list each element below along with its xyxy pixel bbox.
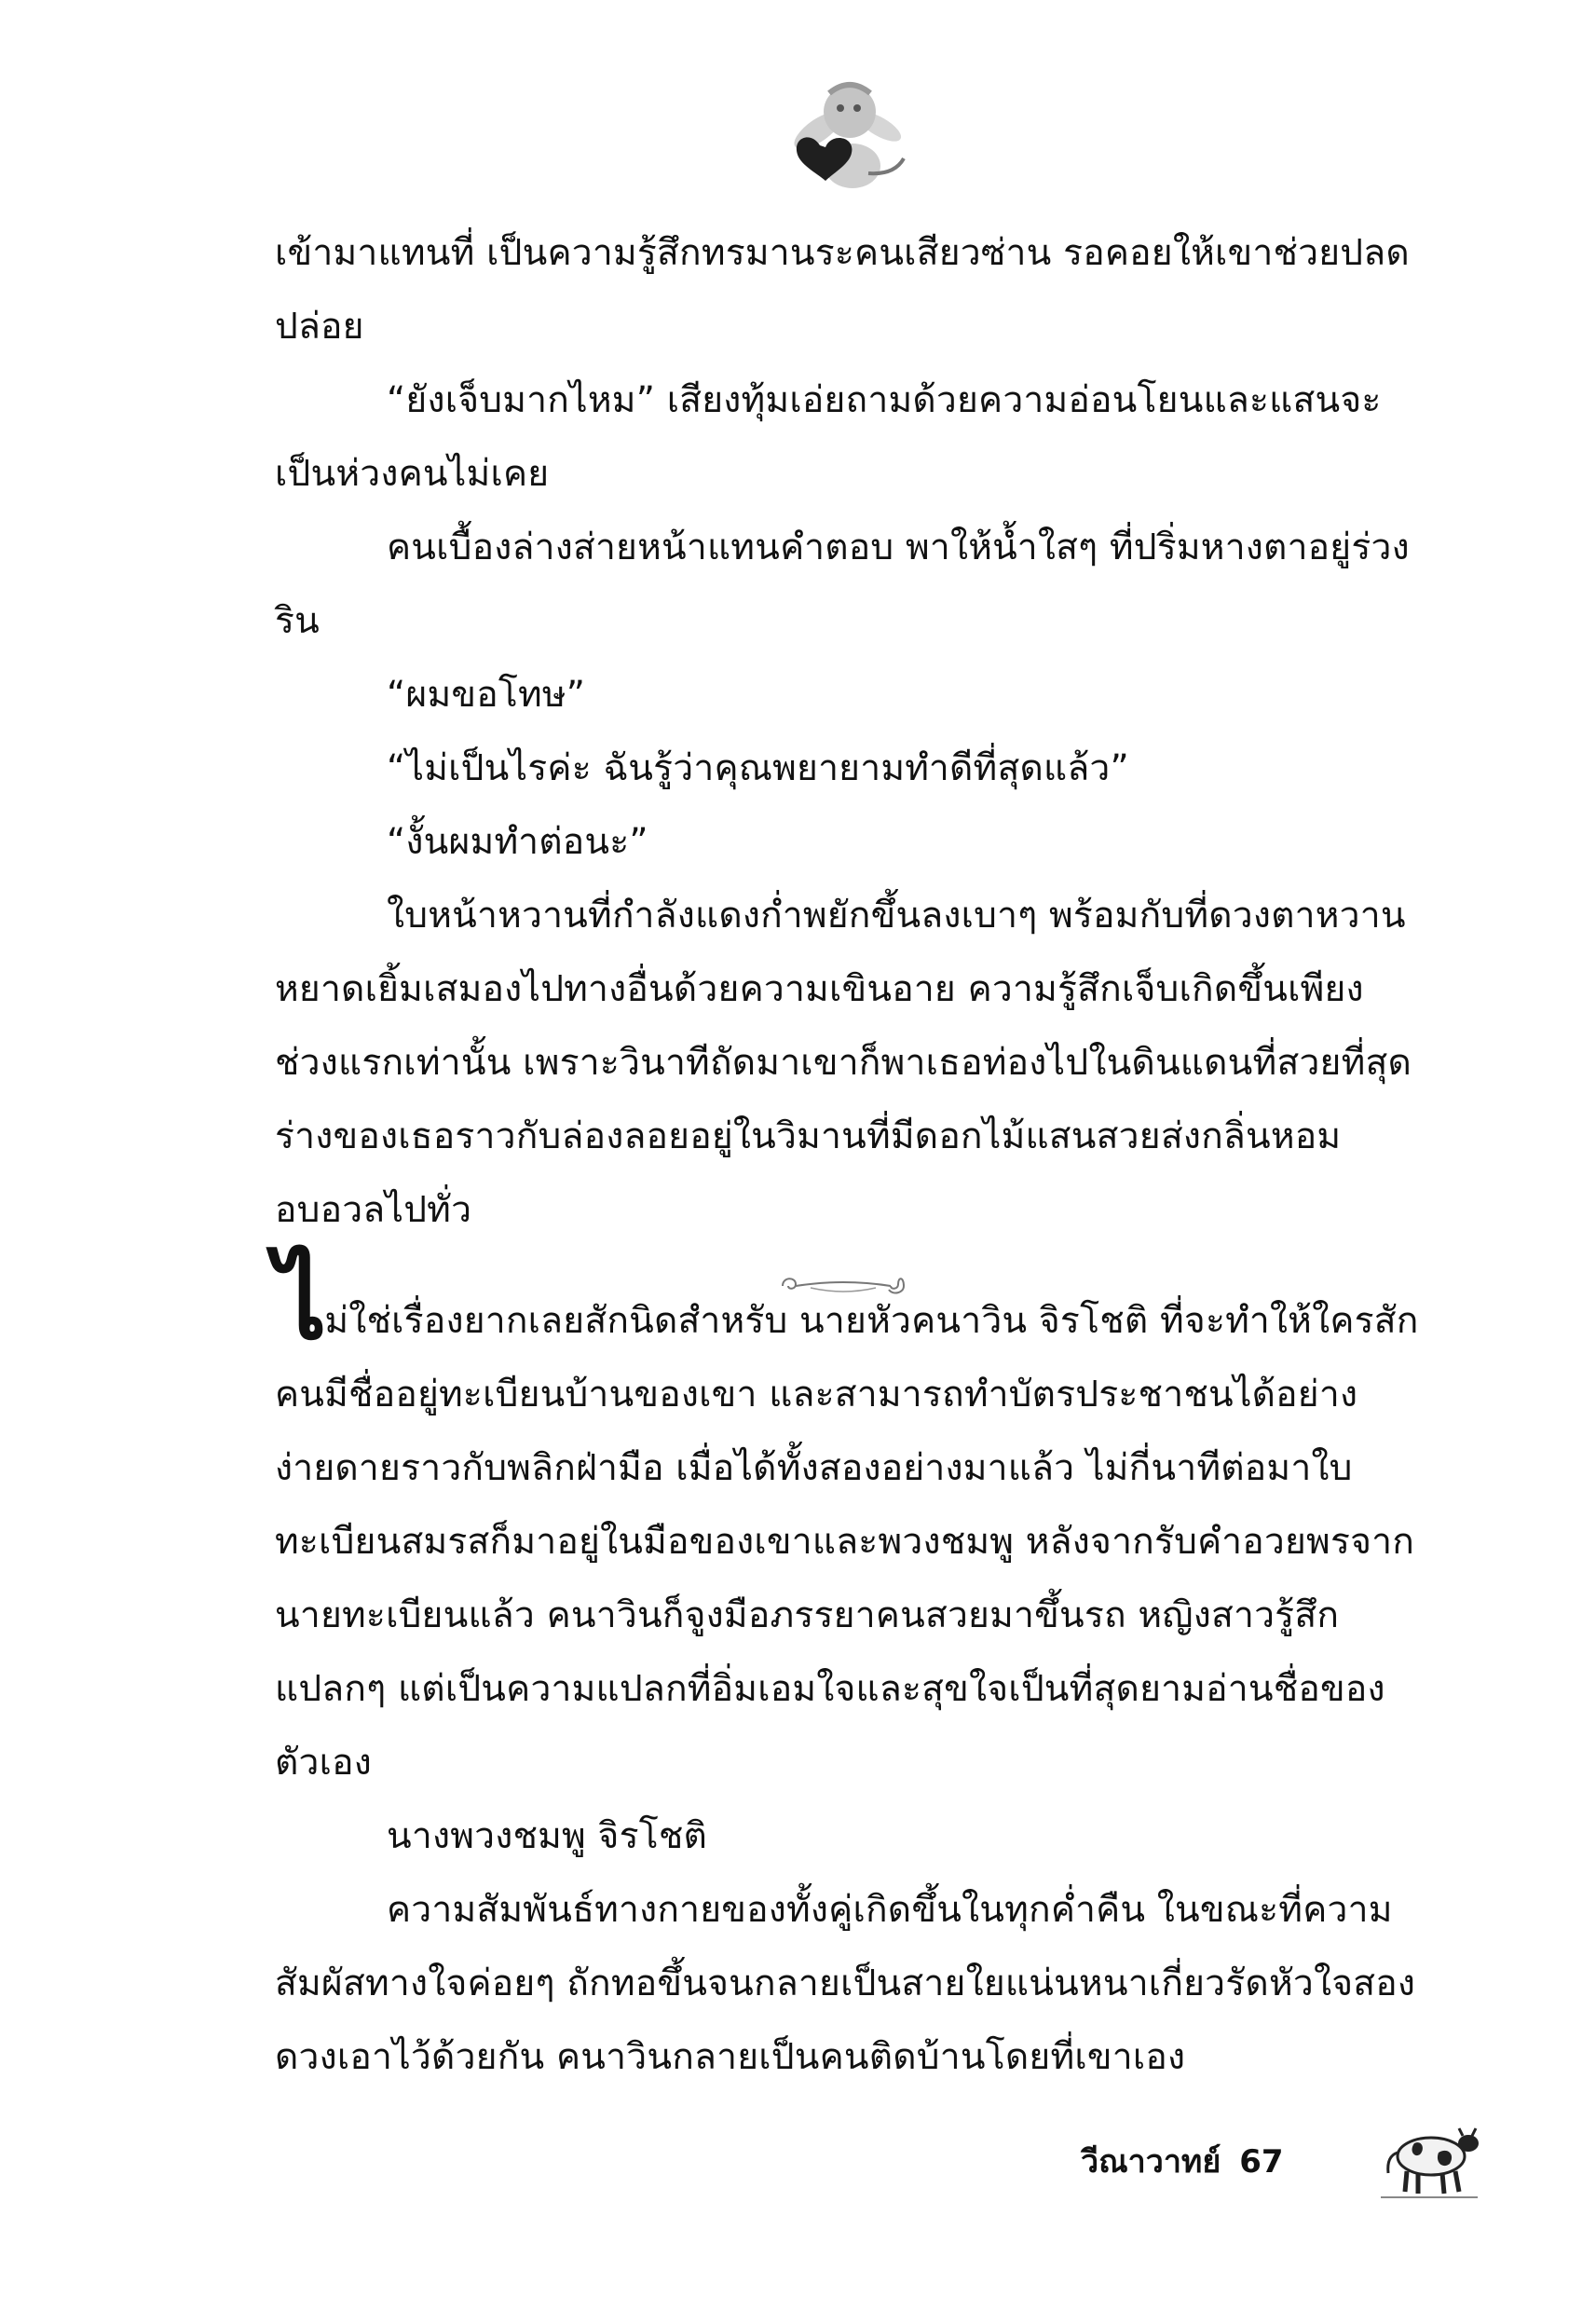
cupid-with-heart-icon <box>764 65 913 196</box>
drop-cap: ไ <box>275 1242 323 1362</box>
book-title: วีณาวาทย์ <box>1081 2143 1221 2181</box>
passage-top <box>275 216 1421 1247</box>
paragraph-text: ม่ใช่เรื่องยากเลยสักนิดสำหรับ นายหัวคนาวิน จิรโชติ ที่จะทำให้ใครสักคนมีชื่ออยู่ทะเบียนบ้านของเขา และสามารถทำบัตรประชาชนได้อย่างง่ายดายราวกับพลิกฝ่ามือ เมื่อได้ทั้งสองอย่างมาแล้ว ไม่กี่นาทีต่อมาใบทะเบียนสมรสก็มาอยู่ในมือของเขาและพวงชมพู หลังจากรับคำอวยพรจากนายทะเบียนแล้ว คนาวินก็จูงมือภรรยาคนสวยมาขึ้นรถ หญิงสาวรู้สึกแปลกๆ แต่เป็นความแปลกที่อิ่มเอมใจและสุขใจเป็นที่สุดยามอ่านชื่อของตัวเอง <box>275 1300 1419 1784</box>
dialogue-line: “งั้นผมทำต่อนะ” <box>387 821 648 863</box>
paragraph: ความสัมพันธ์ทางกายของทั้งคู่เกิดขึ้นในทุกค่ำคืน ในขณะที่ความสัมผัสทางใจค่อยๆ ถักทอขึ้นจนกลายเป็นสายใยแน่นหนาเกี่ยวรัดหัวใจสองดวงเอาไว้ด้วยกัน คนาวินกลายเป็นคนติดบ้านโดยที่เขาเอง <box>275 1889 1416 2078</box>
paragraph: เข้ามาแทนที่ เป็นความรู้สึกทรมานระคนเสียวซ่าน รอคอยให้เขาช่วยปลดปล่อย <box>275 232 1410 348</box>
passage-section-two <box>275 1242 1421 2094</box>
dialogue-line: “ผมขอโทษ” <box>387 674 586 716</box>
cow-icon <box>1377 2115 1480 2199</box>
page-number: 67 <box>1239 2143 1284 2181</box>
paragraph: คนเบื้องล่างส่ายหน้าแทนคำตอบ พาให้น้ำใสๆ ที่ปริ่มหางตาอยู่ร่วงริน <box>275 526 1410 642</box>
paragraph: “ยังเจ็บมากไหม” เสียงทุ้มเอ่ยถามด้วยความอ่อนโยนและแสนจะเป็นห่วงคนไม่เคย <box>275 379 1382 495</box>
dialogue-line: “ไม่เป็นไรค่ะ ฉันรู้ว่าคุณพยายามทำดีที่สุดแล้ว” <box>387 747 1129 789</box>
paragraph: ใบหน้าหวานที่กำลังแดงก่ำพยักขึ้นลงเบาๆ พร้อมกับที่ดวงตาหวานหยาดเยิ้มเสมองไปทางอื่นด้วยความเขินอาย ความรู้สึกเจ็บเกิดขึ้นเพียงช่วงแรกเท่านั้น เพราะวินาทีถัดมาเขาก็พาเธอท่องไปในดินแดนที่สวยที่สุด ร่างของเธอราวกับล่องลอยอยู่ในวิมานที่มีดอกไม้แสนสวยส่งกลิ่นหอมอบอวลไปทั่ว <box>275 895 1412 1231</box>
page-footer <box>1081 2143 1303 2181</box>
paragraph-with-drop-cap <box>275 1242 1421 1799</box>
paragraph: นางพวงชมพู จิรโชติ <box>387 1815 708 1857</box>
